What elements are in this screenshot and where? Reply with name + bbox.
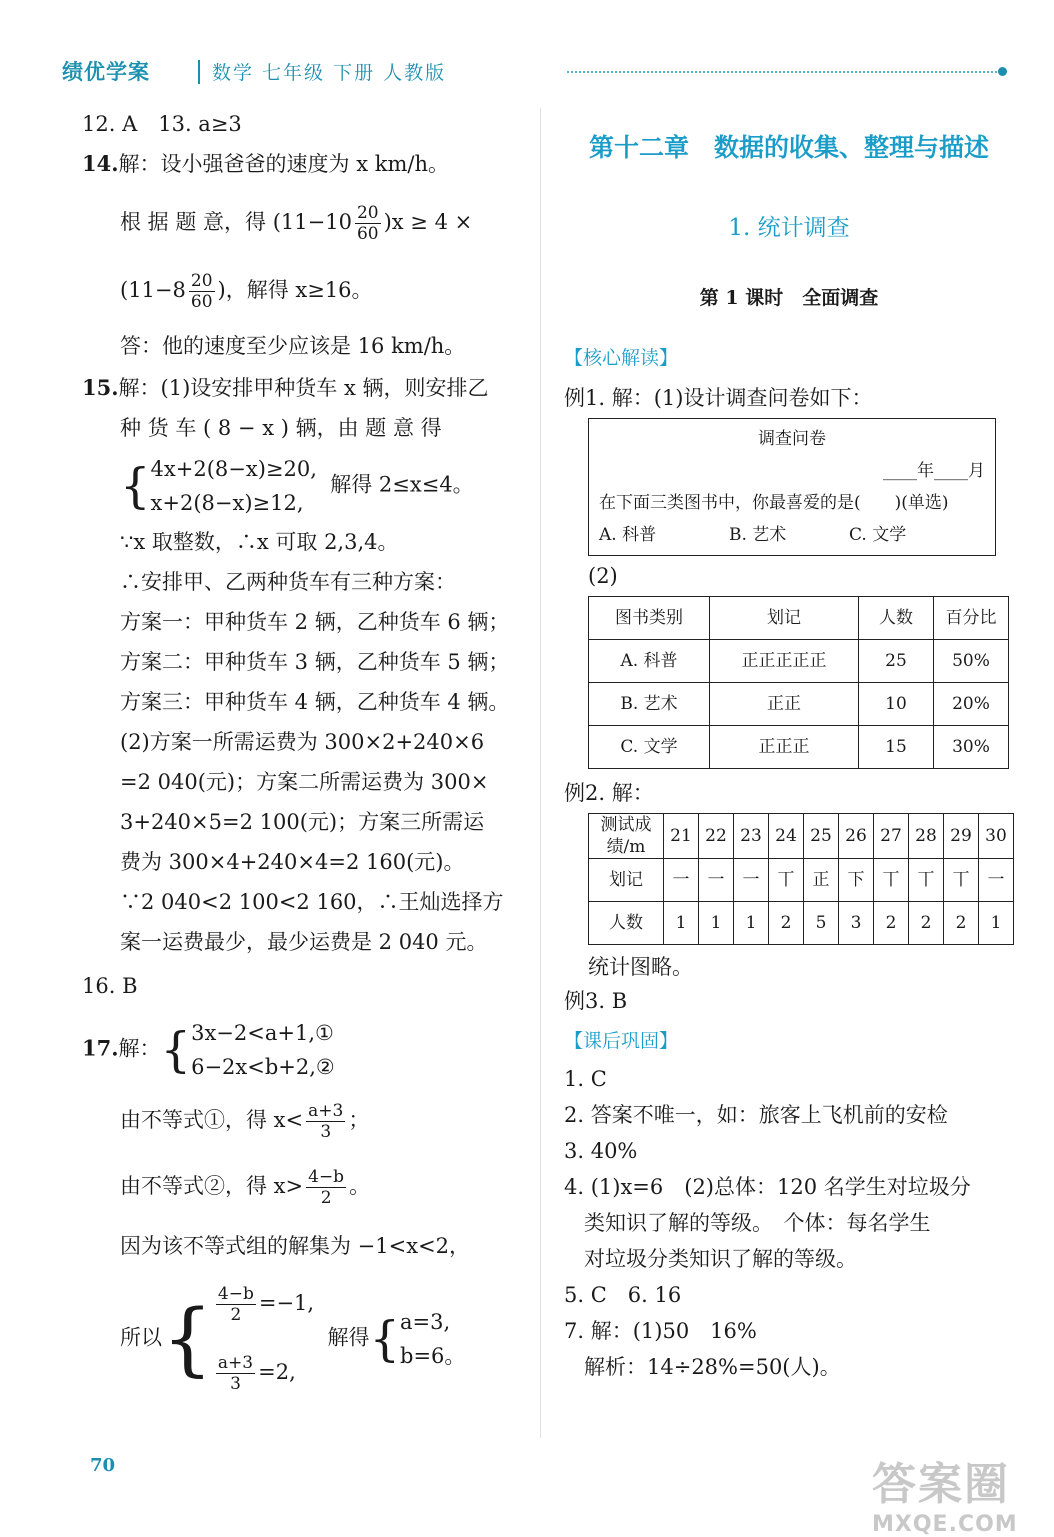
right-column	[564, 128, 1014, 1385]
header-dotted-line	[567, 71, 997, 73]
q15-line5: ∴安排甲、乙两种货车有三种方案：	[120, 570, 456, 594]
book-subtitle: 数学 七年级 下册 人教版	[212, 62, 447, 84]
q15-line11: 3+240×5=2 100(元)；方案三所需运	[120, 810, 485, 834]
q15-line12: 费为 300×4+240×4=2 160(元)。	[120, 850, 465, 874]
review-answer-4: 4. (1)x=6 (2)总体：120 名学生对垃圾分	[564, 1175, 971, 1199]
review-answer-2: 2. 答案不唯一，如：旅客上飞机前的安检	[564, 1103, 948, 1127]
header-divider	[198, 60, 200, 84]
answer-16: 16. B	[82, 974, 138, 998]
chapter-title: 第十二章 数据的收集、整理与描述	[588, 133, 989, 162]
q14-line2: 根 据 题 意，得 (11−10 $\frac{20}{60}$ )x ≥ 4 ×	[120, 203, 473, 244]
questionnaire-date: ____年____月	[883, 461, 985, 481]
brand-title: 绩优学案	[62, 60, 150, 84]
questionnaire-options: A. 科普 B. 艺术 C. 文学	[599, 525, 907, 545]
review-answer-3: 3. 40%	[564, 1139, 638, 1163]
tag-review: 【课后巩固】	[564, 1030, 679, 1052]
example2-note: 统计图略。	[588, 955, 693, 979]
watermark-logo: 答案圈	[872, 1459, 1010, 1510]
tag-core: 【核心解读】	[564, 347, 679, 369]
q15-line10: =2 040(元)；方案二所需运费为 300×	[120, 770, 489, 794]
q17-result: 所以{ $\frac{4-b}{2}$ =−1, $\frac{a+3}{3}$ =2, 解得{a=3, b=6。	[120, 1284, 466, 1394]
review-answer-7-analysis: 解析：14÷28%=50(人)。	[584, 1355, 841, 1379]
q15-plan2: 方案二：甲种货车 3 辆，乙种货车 5 辆；	[120, 650, 510, 674]
column-divider	[540, 108, 541, 1438]
example1: 例1. 解：(1)设计调查问卷如下：	[564, 386, 873, 410]
q17-system: 17.解：{3x−2<a+1,① 6−2x<b+2,②	[82, 1021, 335, 1079]
questionnaire-question: 在下面三类图书中，你最喜爱的是( )(单选)	[599, 493, 949, 513]
q15-line14: 案一运费最少，最少运费是 2 040 元。	[120, 930, 488, 954]
questionnaire-title: 调查问卷	[758, 429, 826, 449]
example3: 例3. B	[564, 989, 628, 1013]
q15-line1: 15.解：(1)设安排甲种货车 x 辆，则安排乙	[82, 375, 489, 400]
q14-line3: (11−8 $\frac{20}{60}$ )，解得 x≥16。	[120, 271, 373, 312]
left-column	[82, 104, 532, 1394]
table-row: A. 科普 正正正正正 25 50%	[589, 640, 1009, 683]
q15-system: {4x+2(8−x)≥20, x+2(8−x)≥12, 解得 2≤x≤4。	[120, 457, 474, 515]
q17-line3: 由不等式②，得 x> $\frac{4-b}{2}$ 。	[120, 1167, 371, 1208]
q15-line2: 种 货 车 ( 8 − x ) 辆，由 题 意 得	[120, 416, 442, 440]
section-title: 1. 统计调查	[728, 215, 850, 241]
q15-line9: (2)方案一所需运费为 300×2+240×6	[120, 730, 485, 754]
watermark-url: MXQE.COM	[872, 1512, 1018, 1537]
score-tally-table: 测试成绩/m 21 22 23 24 25 26 27 28 29 30 划记 一 一 一 丅 正 下 丅 丅 丅 一 人数 1 1 1 2 5 3 2 2 2 1	[588, 813, 1014, 945]
q15-line4: ∵x 取整数，∴x 可取 2,3,4。	[120, 530, 399, 554]
review-answer-1: 1. C	[564, 1067, 607, 1091]
q17-line2: 由不等式①，得 x< $\frac{a+3}{3}$ ；	[120, 1101, 370, 1142]
page-header	[62, 56, 1012, 90]
q15-line13: ∵2 040<2 100<2 160，∴王灿选择方	[120, 890, 504, 914]
answer-12-13: 12. A 13. a≥3	[82, 112, 242, 136]
book-category-table: 图书类别 划记 人数 百分比 A. 科普 正正正正正 25 50% B. 艺术 正正 10 20% C. 文学 正正正 15 30%	[588, 596, 1009, 769]
watermark	[872, 1448, 1018, 1537]
header-dot	[998, 67, 1007, 76]
lesson-title: 第 1 课时 全面调查	[699, 287, 879, 309]
review-answer-5-6: 5. C 6. 16	[564, 1283, 682, 1307]
q15-plan1: 方案一：甲种货车 2 辆，乙种货车 6 辆；	[120, 610, 510, 634]
q14-answer: 答：他的速度至少应该是 16 km/h。	[120, 334, 466, 358]
q15-plan3: 方案三：甲种货车 4 辆，乙种货车 4 辆。	[120, 690, 510, 714]
table-row: C. 文学 正正正 15 30%	[589, 726, 1009, 769]
table-row: B. 艺术 正正 10 20%	[589, 683, 1009, 726]
part2-label: (2)	[588, 564, 618, 588]
example2: 例2. 解：	[564, 781, 654, 805]
review-answer-4-cont2: 对垃圾分类知识了解的等级。	[584, 1247, 857, 1271]
fraction: $\frac{20}{60}$	[190, 271, 213, 312]
questionnaire-box	[588, 418, 996, 556]
q14-line1: 14.解：设小强爸爸的速度为 x km/h。	[82, 151, 449, 176]
review-answer-4-cont: 类知识了解的等级。 个体：每名学生	[584, 1211, 931, 1235]
fraction: $\frac{20}{60}$	[356, 203, 379, 244]
review-answer-7: 7. 解：(1)50 16%	[564, 1319, 757, 1343]
page-number: 70	[90, 1455, 116, 1476]
q17-line4: 因为该不等式组的解集为 −1<x<2，	[120, 1234, 471, 1258]
